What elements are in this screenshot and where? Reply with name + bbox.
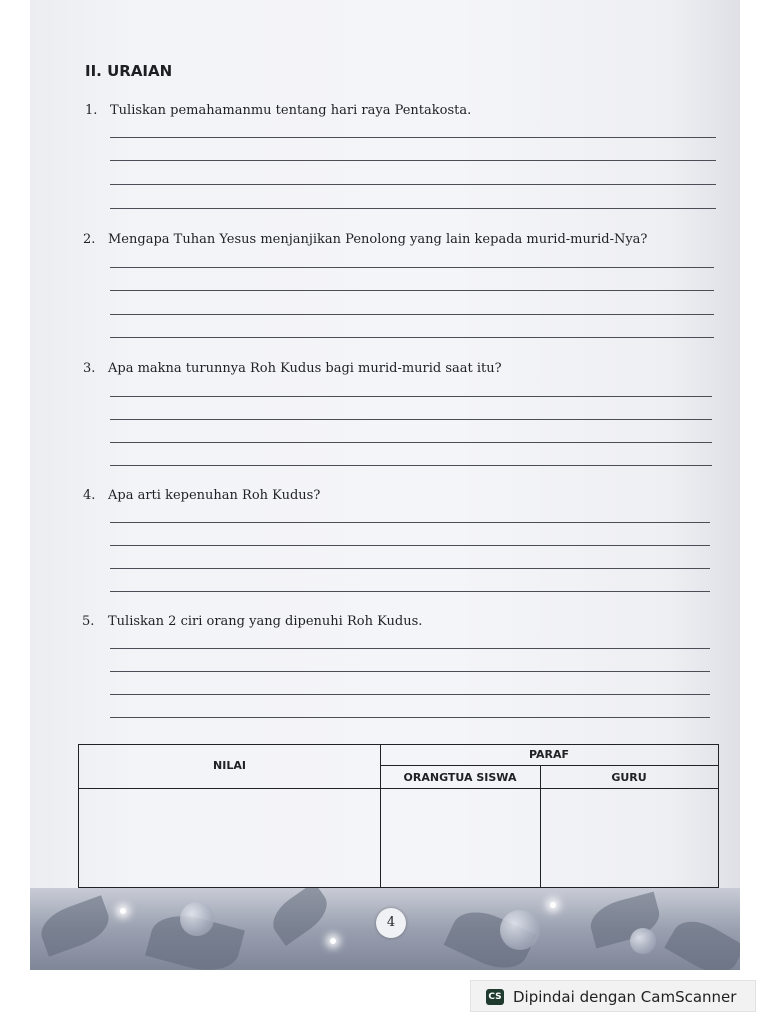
- question-number: 4.: [83, 488, 96, 503]
- question-number: 2.: [83, 232, 96, 247]
- question-text: Apa makna turunnya Roh Kudus bagi murid-murid saat itu?: [108, 361, 502, 376]
- answer-line[interactable]: [110, 160, 716, 161]
- answer-line[interactable]: [110, 465, 712, 466]
- watermark-text: Dipindai dengan CamScanner: [513, 988, 737, 1006]
- question-text: Tuliskan pemahamanmu tentang hari raya Pentakosta.: [110, 103, 472, 118]
- camscanner-logo-icon: CS: [486, 989, 504, 1005]
- nilai-cell[interactable]: [79, 789, 379, 887]
- question-text: Apa arti kepenuhan Roh Kudus?: [108, 488, 321, 503]
- question-text: Mengapa Tuhan Yesus menjanjikan Penolong yang lain kepada murid-murid-Nya?: [108, 232, 648, 247]
- answer-line[interactable]: [110, 419, 712, 420]
- page-number: 4: [376, 908, 406, 938]
- question-number: 1.: [85, 103, 98, 118]
- answer-line[interactable]: [110, 648, 710, 649]
- answer-line[interactable]: [110, 137, 716, 138]
- answer-line[interactable]: [110, 290, 714, 291]
- question-number: 3.: [83, 361, 96, 376]
- leaf-decoration: [35, 895, 114, 957]
- answer-line[interactable]: [110, 591, 710, 592]
- answer-line[interactable]: [110, 522, 710, 523]
- sparkle-decoration: [120, 908, 126, 914]
- answer-line[interactable]: [110, 442, 712, 443]
- answer-line[interactable]: [110, 671, 710, 672]
- question-number: 5.: [82, 614, 95, 629]
- table-divider: [380, 765, 718, 766]
- answer-line[interactable]: [110, 396, 712, 397]
- bubble-decoration: [630, 928, 656, 954]
- answer-line[interactable]: [110, 545, 710, 546]
- worksheet-page: [30, 0, 740, 970]
- answer-line[interactable]: [110, 184, 716, 185]
- question-text: Tuliskan 2 ciri orang yang dipenuhi Roh Kudus.: [108, 614, 423, 629]
- orangtua-signature-cell[interactable]: [381, 789, 539, 887]
- answer-line[interactable]: [110, 717, 710, 718]
- guru-signature-cell[interactable]: [541, 789, 717, 887]
- assessment-table: [78, 744, 719, 888]
- orangtua-header: ORANGTUA SISWA: [403, 771, 517, 784]
- answer-line[interactable]: [110, 337, 714, 338]
- answer-line[interactable]: [110, 694, 710, 695]
- answer-line[interactable]: [110, 568, 710, 569]
- sparkle-decoration: [550, 902, 556, 908]
- bubble-decoration: [500, 910, 540, 950]
- decorative-footer: [30, 888, 740, 970]
- section-title: II. URAIAN: [85, 62, 173, 80]
- guru-header: GURU: [611, 771, 647, 784]
- sparkle-decoration: [330, 938, 336, 944]
- leaf-decoration: [265, 888, 335, 946]
- bubble-decoration: [180, 902, 214, 936]
- answer-line[interactable]: [110, 314, 714, 315]
- leaf-decoration: [664, 911, 740, 970]
- answer-line[interactable]: [110, 267, 714, 268]
- nilai-header: NILAI: [213, 759, 246, 772]
- camscanner-watermark: [470, 980, 756, 1012]
- answer-line[interactable]: [110, 208, 716, 209]
- paraf-header: PARAF: [528, 748, 570, 761]
